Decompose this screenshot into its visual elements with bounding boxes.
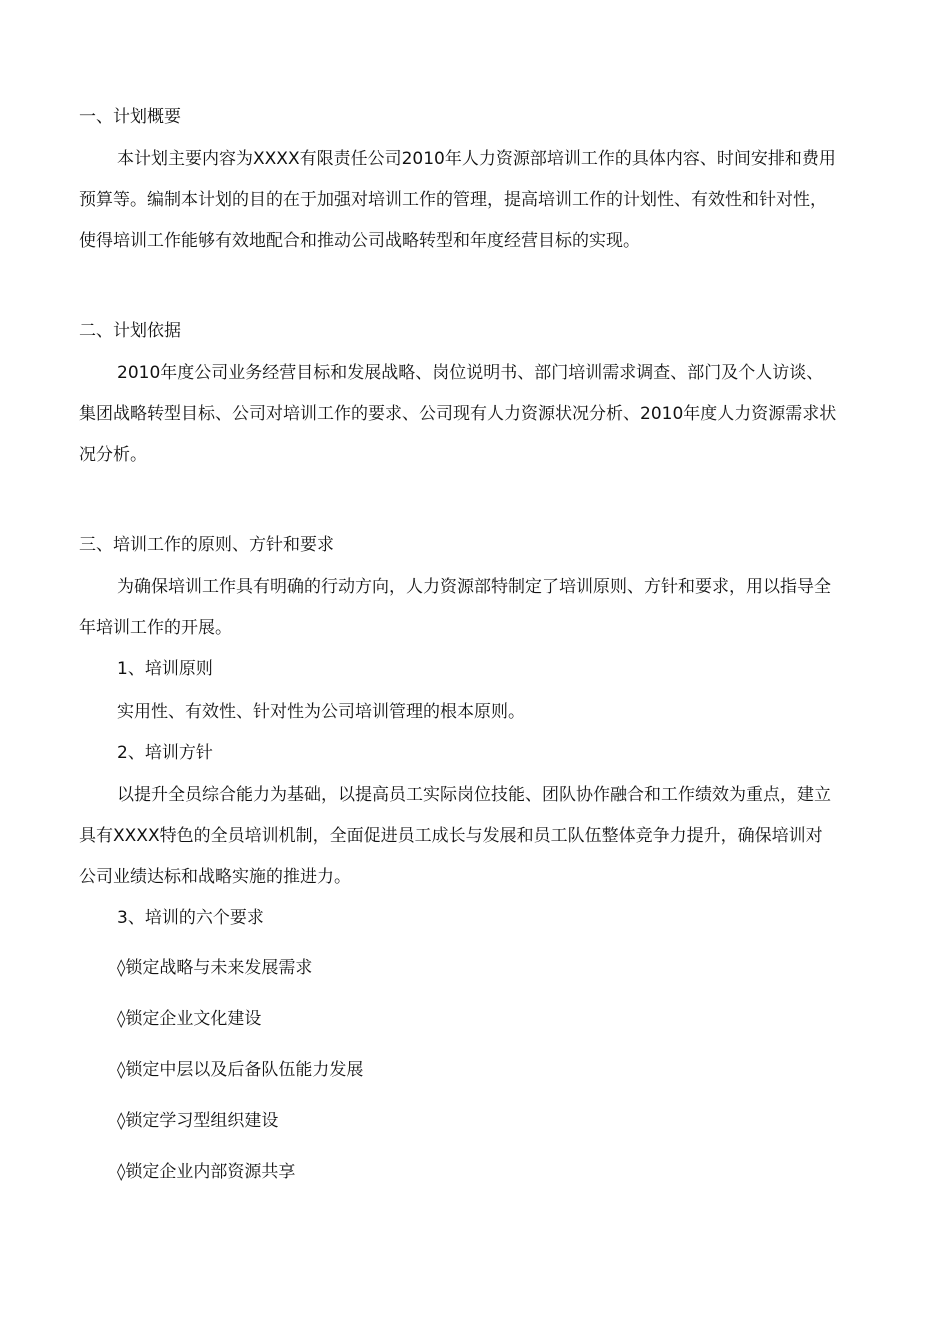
section-2-line-2: 集团战略转型目标、公司对培训工作的要求、公司现有人力资源状况分析、2010年度人力资源需求状 <box>79 404 837 424</box>
section-1-line-1: 本计划主要内容为XXXX有限责任公司2010年人力资源部培训工作的具体内容、时间安排和费用 <box>117 149 836 169</box>
subsection-1-title: 1、培训原则 <box>117 659 213 679</box>
requirement-item: ◊锁定企业内部资源共享 <box>117 1162 296 1182</box>
section-2-line-1: 2010年度公司业务经营目标和发展战略、岗位说明书、部门培训需求调查、部门及个人访谈、 <box>117 363 824 383</box>
subsection-2-line-2: 具有XXXX特色的全员培训机制，全面促进员工成长与发展和员工队伍整体竞争力提升，确保培训对 <box>79 826 823 846</box>
section-3-intro-line-1: 为确保培训工作具有明确的行动方向，人力资源部特制定了培训原则、方针和要求，用以指导全 <box>117 577 831 597</box>
requirement-item: ◊锁定中层以及后备队伍能力发展 <box>117 1060 364 1080</box>
subsection-2-title: 2、培训方针 <box>117 743 213 763</box>
subsection-1-text: 实用性、有效性、针对性为公司培训管理的根本原则。 <box>117 702 525 722</box>
subsection-3-title: 3、培训的六个要求 <box>117 908 264 928</box>
section-1-line-3: 使得培训工作能够有效地配合和推动公司战略转型和年度经营目标的实现。 <box>79 231 640 251</box>
section-2-heading: 二、计划依据 <box>79 321 181 341</box>
section-1-line-2: 预算等。编制本计划的目的在于加强对培训工作的管理，提高培训工作的计划性、有效性和针对性， <box>79 190 827 210</box>
section-3-intro-line-2: 年培训工作的开展。 <box>79 618 232 638</box>
section-3-heading: 三、培训工作的原则、方针和要求 <box>79 535 334 555</box>
subsection-2-line-1: 以提升全员综合能力为基础，以提高员工实际岗位技能、团队协作融合和工作绩效为重点，建立 <box>117 785 831 805</box>
requirement-item: ◊锁定企业文化建设 <box>117 1009 262 1029</box>
section-1-heading: 一、计划概要 <box>79 107 181 127</box>
section-2-line-3: 况分析。 <box>79 445 147 465</box>
subsection-2-line-3: 公司业绩达标和战略实施的推进力。 <box>79 867 351 887</box>
requirement-item: ◊锁定学习型组织建设 <box>117 1111 279 1131</box>
requirement-item: ◊锁定战略与未来发展需求 <box>117 958 313 978</box>
